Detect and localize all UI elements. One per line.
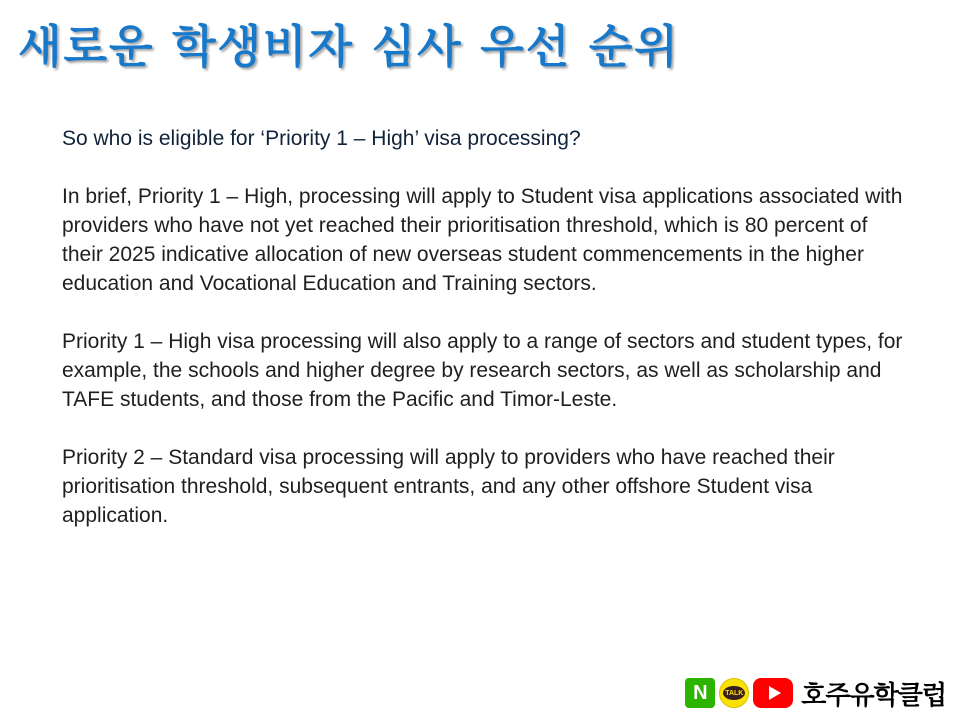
brand-name: 호주유학클럽 bbox=[801, 680, 946, 711]
slide-body bbox=[62, 124, 912, 559]
slide-title: 새로운 학생비자 심사 우선 순위 bbox=[18, 20, 680, 73]
paragraph-priority-1-providers: In brief, Priority 1 – High, processing will apply to Student visa applications associated with providers who have not yet reached their prioritisation threshold, which is 80 percent of their 2025 indicative allocation of new overseas student commencements in the higher education and Vocational Education and Training sectors. bbox=[62, 185, 903, 295]
youtube-icon[interactable] bbox=[753, 678, 793, 708]
naver-letter: N bbox=[693, 681, 708, 704]
youtube-play-icon bbox=[769, 686, 781, 700]
naver-icon[interactable] bbox=[685, 678, 715, 708]
kakaotalk-icon[interactable] bbox=[719, 678, 749, 708]
kakaotalk-bubble: TALK bbox=[723, 686, 745, 700]
paragraph-priority-2: Priority 2 – Standard visa processing will apply to providers who have reached their prioritisation threshold, subsequent entrants, and any other offshore Student visa application. bbox=[62, 446, 835, 527]
question-text: So who is eligible for ‘Priority 1 – High’ visa processing? bbox=[62, 127, 581, 150]
brand-footer bbox=[685, 676, 946, 710]
paragraph-priority-1-sectors: Priority 1 – High visa processing will also apply to a range of sectors and student types, for example, the schools and higher degree by research sectors, as well as scholarship and TAFE students, and those from the Pacific and Timor-Leste. bbox=[62, 330, 903, 411]
